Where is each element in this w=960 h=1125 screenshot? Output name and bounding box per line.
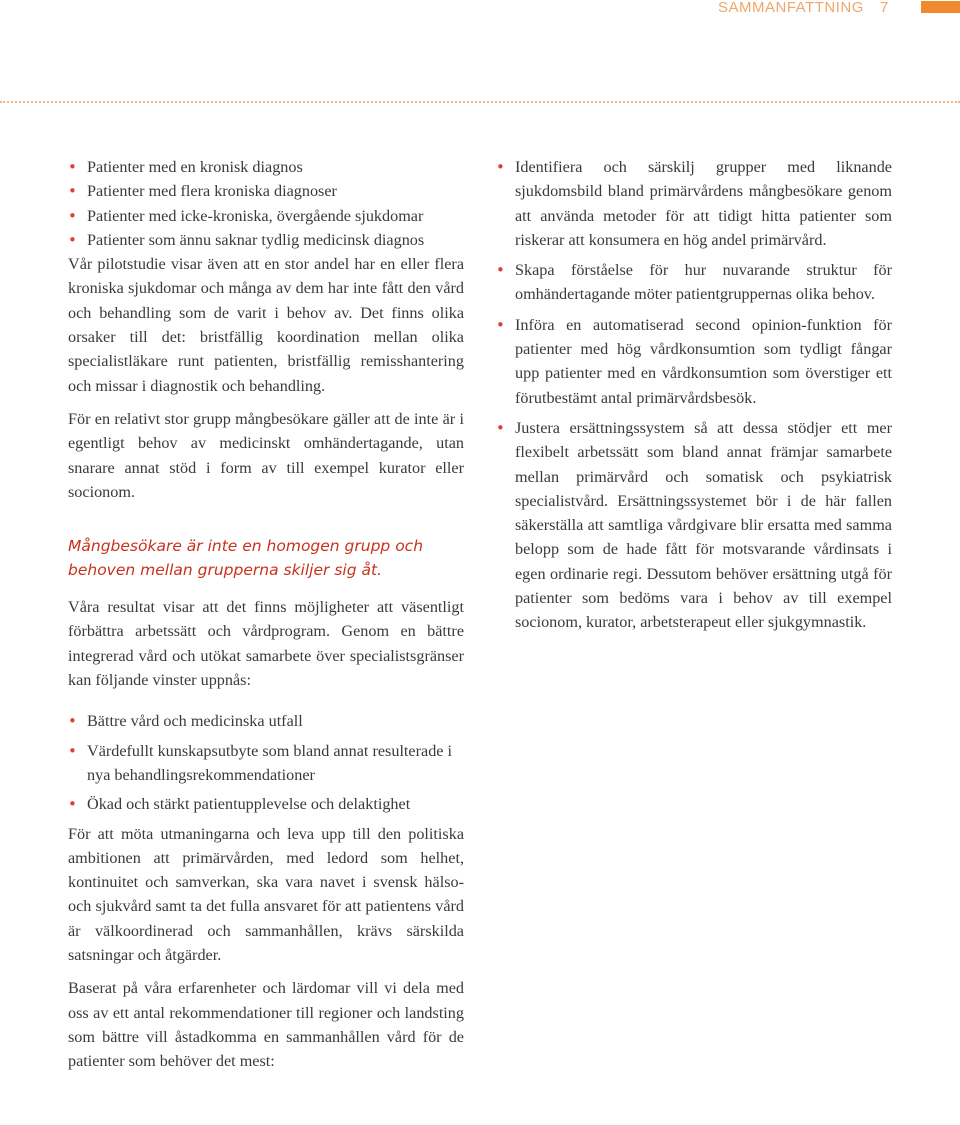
section-subheading: Mångbesökare är inte en homogen grupp och behoven mellan grupperna skiljer sig åt. <box>68 537 424 580</box>
gains-list <box>68 709 464 816</box>
list-item: • Identifiera och särskilj grupper med liknande sjukdomsbild bland primärvårdens mångbesökare genom att använda metoder för att tidigt hitta patienter som riskerar att konsumera en hög andel primärvård. <box>496 155 892 252</box>
right-column <box>496 155 892 641</box>
list-item: • Bättre vård och medicinska utfall <box>68 709 464 733</box>
dotted-divider <box>0 101 960 103</box>
page-number: 7 <box>880 0 889 16</box>
list-item: • Skapa förståelse för hur nuvarande struktur för omhändertagande möter patientgruppernas olika behov. <box>496 258 892 307</box>
pilot-study-paragraph: Vår pilotstudie visar även att en stor andel har en eller flera kroniska sjukdomar och många av dem har inte fått den vård och behandling som de varit i behov av. Det finns olika orsaker till det: bristfällig koordination mellan olika specialistläkare runt patienten, bristfällig remisshantering och missar i diagnostik och behandling. <box>68 255 464 395</box>
list-item: • Patienter som ännu saknar tydlig medicinsk diagnos <box>68 228 464 252</box>
section-label: SAMMANFATTNING <box>718 0 864 16</box>
list-item: • Ökad och stärkt patientupplevelse och delaktighet <box>68 792 464 816</box>
list-item: • Justera ersättningssystem så att dessa stödjer ett mer flexibelt arbetssätt som bland annat främjar samarbete mellan primärvård och somatisk och psykiatrisk specialistvård. Ersättningssystemet bör i de här fallen säkerställa att samtliga vårdgivare blir ersatta med samma belopp som de hade fått för motsvarande vårdinsats i egen ordinarie regi. Dessutom behöver ersättning utgå för patienter som bedöms vara i behov av till exempel socionom, kurator, arbetsterapeut eller sjukgymnastik. <box>496 416 892 635</box>
list-item: • Patienter med icke-kroniska, övergående sjukdomar <box>68 204 464 228</box>
left-column <box>68 155 464 1074</box>
recommendations-intro-paragraph: Baserat på våra erfarenheter och lärdomar vill vi dela med oss av ett antal rekommendationer till regioner och landsting som bättre vill åstadkomma en sammanhållen vård för de patienter som behöver det mest: <box>68 979 464 1071</box>
ambitions-paragraph: För att möta utmaningarna och leva upp till den politiska ambitionen att primärvården, med ledord som helhet, kontinuitet och samverkan, ska vara navet i svensk hälso- och sjukvård samt ta det fulla ansvaret för att patientens vård är välkoordinerad och sammanhållen, krävs särskilda satsningar och åtgärder. <box>68 824 464 965</box>
list-item: • Värdefullt kunskapsutbyte som bland annat resulterade i nya behandlingsrekommendationer <box>68 739 464 788</box>
patient-group-paragraph: För en relativt stor grupp mångbesökare gäller att de inte är i egentligt behov av medicinskt omhändertagande, utan snarare annat stöd i form av till exempel kurator eller socionom. <box>68 409 464 501</box>
list-item: • Patienter med flera kroniska diagnoser <box>68 179 464 203</box>
results-paragraph: Våra resultat visar att det finns möjligheter att väsentligt förbättra arbetssätt och vårdprogram. Genom en bättre integrerad vård och utökat samarbete över specialistsgränser kan följande vinster uppnås: <box>68 598 464 690</box>
recommendations-list <box>496 155 892 635</box>
patient-category-list <box>68 155 464 252</box>
list-item: • Patienter med en kronisk diagnos <box>68 155 464 179</box>
header-accent-bar <box>921 1 960 13</box>
list-item: • Införa en automatiserad second opinion-funktion för patienter med hög vårdkonsumtion som tydligt fångar upp patienter med en vårdkonsumtion som överstiger ett förutbestämt antal primärvårdsbesök. <box>496 313 892 410</box>
